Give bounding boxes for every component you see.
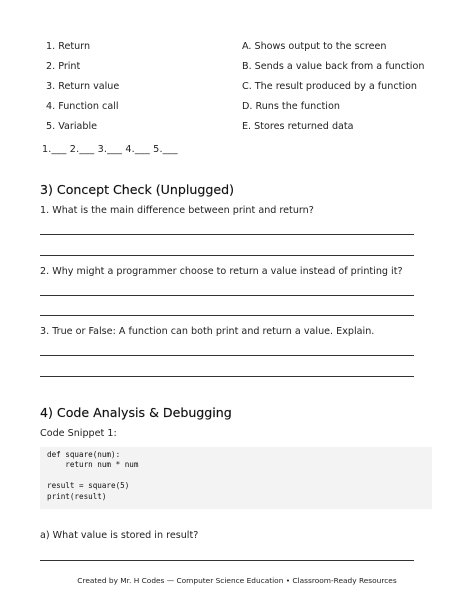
code-line (47, 471, 432, 481)
answer-line[interactable] (40, 355, 414, 356)
answer-line[interactable] (40, 234, 414, 235)
matching-definition: D. Runs the function (242, 101, 340, 112)
matching-definition: C. The result produced by a function (242, 81, 417, 92)
answer-line[interactable] (40, 295, 414, 296)
matching-term: 5. Variable (46, 121, 98, 132)
concept-question-2: 2. Why might a programmer choose to return a value instead of printing it? (40, 266, 403, 277)
code-block (40, 447, 432, 509)
section-3-title: 3) Concept Check (Unplugged) (40, 182, 234, 197)
matching-definition: B. Sends a value back from a function (242, 61, 425, 72)
answer-line[interactable] (40, 315, 414, 316)
code-snippet-label: Code Snippet 1: (40, 428, 117, 439)
code-question-a: a) What value is stored in result? (40, 530, 199, 541)
answer-line[interactable] (40, 255, 414, 256)
matching-term: 4. Function call (46, 101, 119, 112)
code-line: result = square(5) (47, 481, 130, 491)
matching-term: 1. Return (46, 41, 91, 52)
concept-question-3: 3. True or False: A function can both print and return a value. Explain. (40, 326, 375, 337)
matching-definition: A. Shows output to the screen (242, 41, 387, 52)
page-footer: Created by Mr. H Codes — Computer Science Education • Classroom-Ready Resources (77, 576, 397, 585)
matching-definition: E. Stores returned data (242, 121, 354, 132)
section-4-title: 4) Code Analysis & Debugging (40, 405, 232, 420)
matching-definitions-list (242, 37, 424, 137)
matching-answer-blanks[interactable]: 1.___ 2.___ 3.___ 4.___ 5.___ (42, 144, 178, 155)
matching-term: 2. Print (46, 61, 81, 72)
matching-term: 3. Return value (46, 81, 120, 92)
code-line: return num * num (47, 460, 139, 470)
matching-terms-list (46, 37, 119, 137)
answer-line[interactable] (40, 376, 414, 377)
code-line: def square(num): (47, 450, 121, 459)
concept-question-1: 1. What is the main difference between print and return? (40, 205, 314, 216)
code-line: print(result) (47, 491, 107, 501)
answer-line[interactable] (40, 560, 414, 561)
